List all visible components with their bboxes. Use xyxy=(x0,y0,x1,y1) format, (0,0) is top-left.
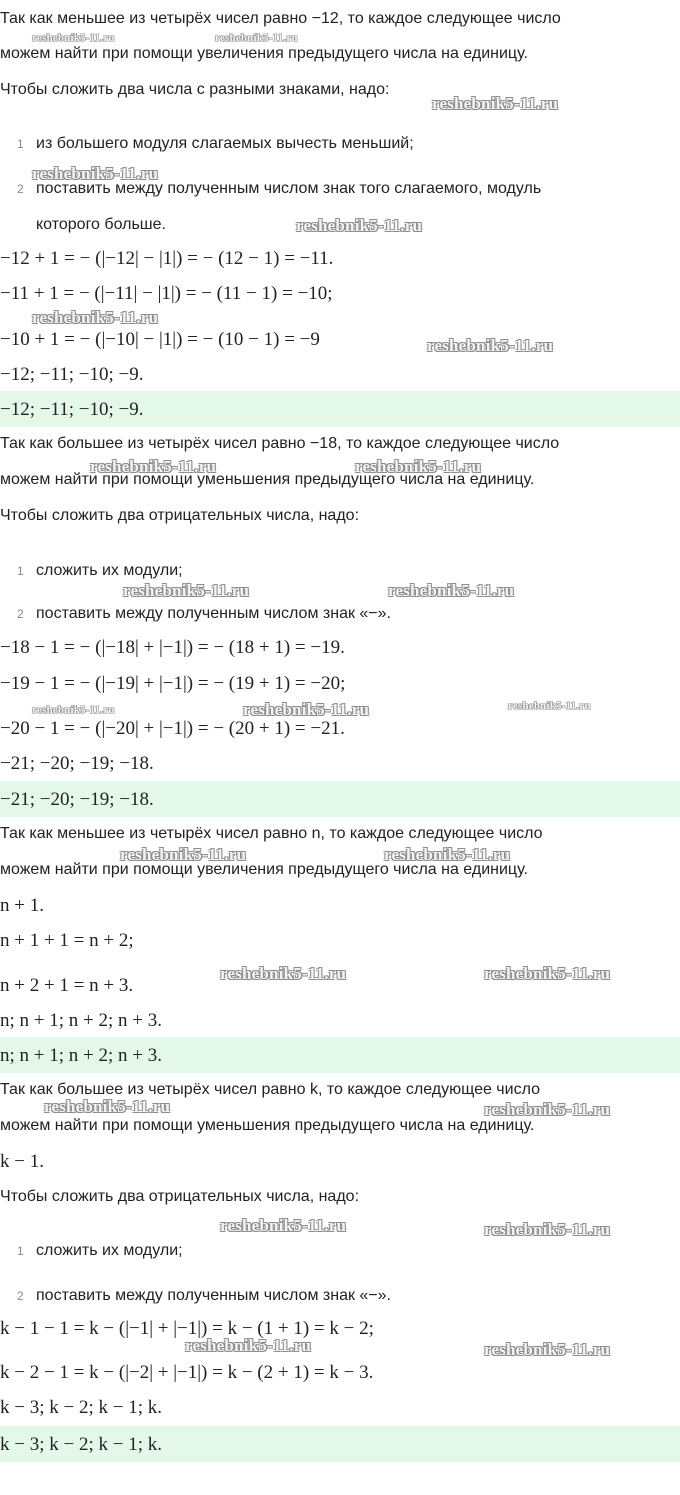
watermark: reshebnik5-11.ru xyxy=(384,845,511,864)
watermark: reshebnik5-11.ru xyxy=(484,1220,611,1239)
watermark: reshebnik5-11.ru xyxy=(185,1336,312,1355)
watermark: reshebnik5-11.ru xyxy=(220,964,347,983)
watermark: reshebnik5-11.ru xyxy=(32,164,159,183)
section3-intro-line2: можем найти при помощи увеличения предыдущего числа на единицу. xyxy=(0,861,528,878)
section1-step2-text-cont: которого больше. xyxy=(36,216,166,233)
section4-answer: k − 3; k − 2; k − 1; k. xyxy=(0,1434,162,1455)
section2-equation-3: −20 − 1 = − (|−20| + |−1|) = − (20 + 1) = −21. xyxy=(0,718,345,739)
section4-step1-number: 1 xyxy=(17,1244,24,1258)
section4-intro-line2: можем найти при помощи уменьшения предыдущего числа на единицу. xyxy=(0,1117,535,1134)
section4-pre-equation: k − 1. xyxy=(0,1151,44,1172)
section3-answer: n; n + 1; n + 2; n + 3. xyxy=(0,1045,162,1066)
section1-step2-text: поставить между полученным числом знак того слагаемого, модуль xyxy=(36,180,542,197)
section3-sequence: n; n + 1; n + 2; n + 3. xyxy=(0,1010,162,1031)
section2-intro-line1: Так как большее из четырёх чисел равно −18, то каждое следующее число xyxy=(0,435,560,452)
watermark: reshebnik5-11.ru xyxy=(120,845,247,864)
section1-sequence: −12; −11; −10; −9. xyxy=(0,364,144,385)
section2-equation-2: −19 − 1 = − (|−19| + |−1|) = − (19 + 1) = −20; xyxy=(0,673,346,694)
section2-answer: −21; −20; −19; −18. xyxy=(0,789,154,810)
section4-equation-2: k − 2 − 1 = k − (|−2| + |−1|) = k − (2 + 1) = k − 3. xyxy=(0,1362,374,1383)
watermark: reshebnik5-11.ru xyxy=(220,1216,347,1235)
watermark: reshebnik5-11.ru xyxy=(432,94,559,113)
section4-rule: Чтобы сложить два отрицательных числа, надо: xyxy=(0,1188,360,1205)
watermark: reshebnik5-11.ru xyxy=(296,216,423,235)
section1-intro-line1: Так как меньшее из четырёх чисел равно −12, то каждое следующее число xyxy=(0,10,561,27)
section4-step2-number: 2 xyxy=(17,1289,24,1303)
section2-step2-text: поставить между полученным числом знак «−». xyxy=(36,605,391,622)
section2-step1-text: сложить их модули; xyxy=(36,562,183,579)
watermark: reshebnik5-11.ru xyxy=(215,32,298,44)
section4-intro-line1: Так как большее из четырёх чисел равно k, то каждое следующее число xyxy=(0,1081,540,1098)
section4-equation-1: k − 1 − 1 = k − (|−1| + |−1|) = k − (1 + 1) = k − 2; xyxy=(0,1318,374,1339)
watermark: reshebnik5-11.ru xyxy=(32,32,115,44)
section3-equation-3: n + 2 + 1 = n + 3. xyxy=(0,975,134,996)
section3-equation-2: n + 1 + 1 = n + 2; xyxy=(0,930,134,951)
section1-step1-text: из большего модуля слагаемых вычесть меньший; xyxy=(36,135,414,152)
section1-equation-3: −10 + 1 = − (|−10| − |1|) = − (10 − 1) = −9 xyxy=(0,329,320,350)
section4-step2-text: поставить между полученным числом знак «−». xyxy=(36,1287,391,1304)
section1-rule: Чтобы сложить два числа с разными знаками, надо: xyxy=(0,81,390,98)
watermark: reshebnik5-11.ru xyxy=(32,704,115,716)
watermark: reshebnik5-11.ru xyxy=(355,457,482,476)
watermark: reshebnik5-11.ru xyxy=(484,964,611,983)
section4-sequence: k − 3; k − 2; k − 1; k. xyxy=(0,1397,162,1418)
section1-step1-number: 1 xyxy=(17,137,24,151)
watermark: reshebnik5-11.ru xyxy=(243,700,370,719)
section3-intro-line1: Так как меньшее из четырёх чисел равно n, то каждое следующее число xyxy=(0,825,543,842)
watermark: reshebnik5-11.ru xyxy=(484,1340,611,1359)
section2-equation-1: −18 − 1 = − (|−18| + |−1|) = − (18 + 1) = −19. xyxy=(0,637,345,658)
watermark: reshebnik5-11.ru xyxy=(508,700,591,712)
watermark: reshebnik5-11.ru xyxy=(484,1100,611,1119)
section3-equation-1: n + 1. xyxy=(0,895,44,916)
section4-step1-text: сложить их модули; xyxy=(36,1242,183,1259)
section2-intro-line2: можем найти при помощи уменьшения предыдущего числа на единицу. xyxy=(0,471,535,488)
section1-step2-number: 2 xyxy=(17,182,24,196)
section1-equation-1: −12 + 1 = − (|−12| − |1|) = − (12 − 1) = −11. xyxy=(0,248,334,269)
section2-step1-number: 1 xyxy=(17,564,24,578)
section1-answer: −12; −11; −10; −9. xyxy=(0,399,144,420)
section1-equation-2: −11 + 1 = − (|−11| − |1|) = − (11 − 1) = −10; xyxy=(0,283,333,304)
watermark: reshebnik5-11.ru xyxy=(90,457,217,476)
section1-intro-line2: можем найти при помощи увеличения предыдущего числа на единицу. xyxy=(0,45,528,62)
watermark: reshebnik5-11.ru xyxy=(388,581,515,600)
section2-rule: Чтобы сложить два отрицательных числа, надо: xyxy=(0,507,360,524)
section2-sequence: −21; −20; −19; −18. xyxy=(0,753,154,774)
watermark: reshebnik5-11.ru xyxy=(123,581,250,600)
watermark: reshebnik5-11.ru xyxy=(32,308,159,327)
watermark: reshebnik5-11.ru xyxy=(427,336,554,355)
watermark: reshebnik5-11.ru xyxy=(44,1097,171,1116)
section2-step2-number: 2 xyxy=(17,607,24,621)
